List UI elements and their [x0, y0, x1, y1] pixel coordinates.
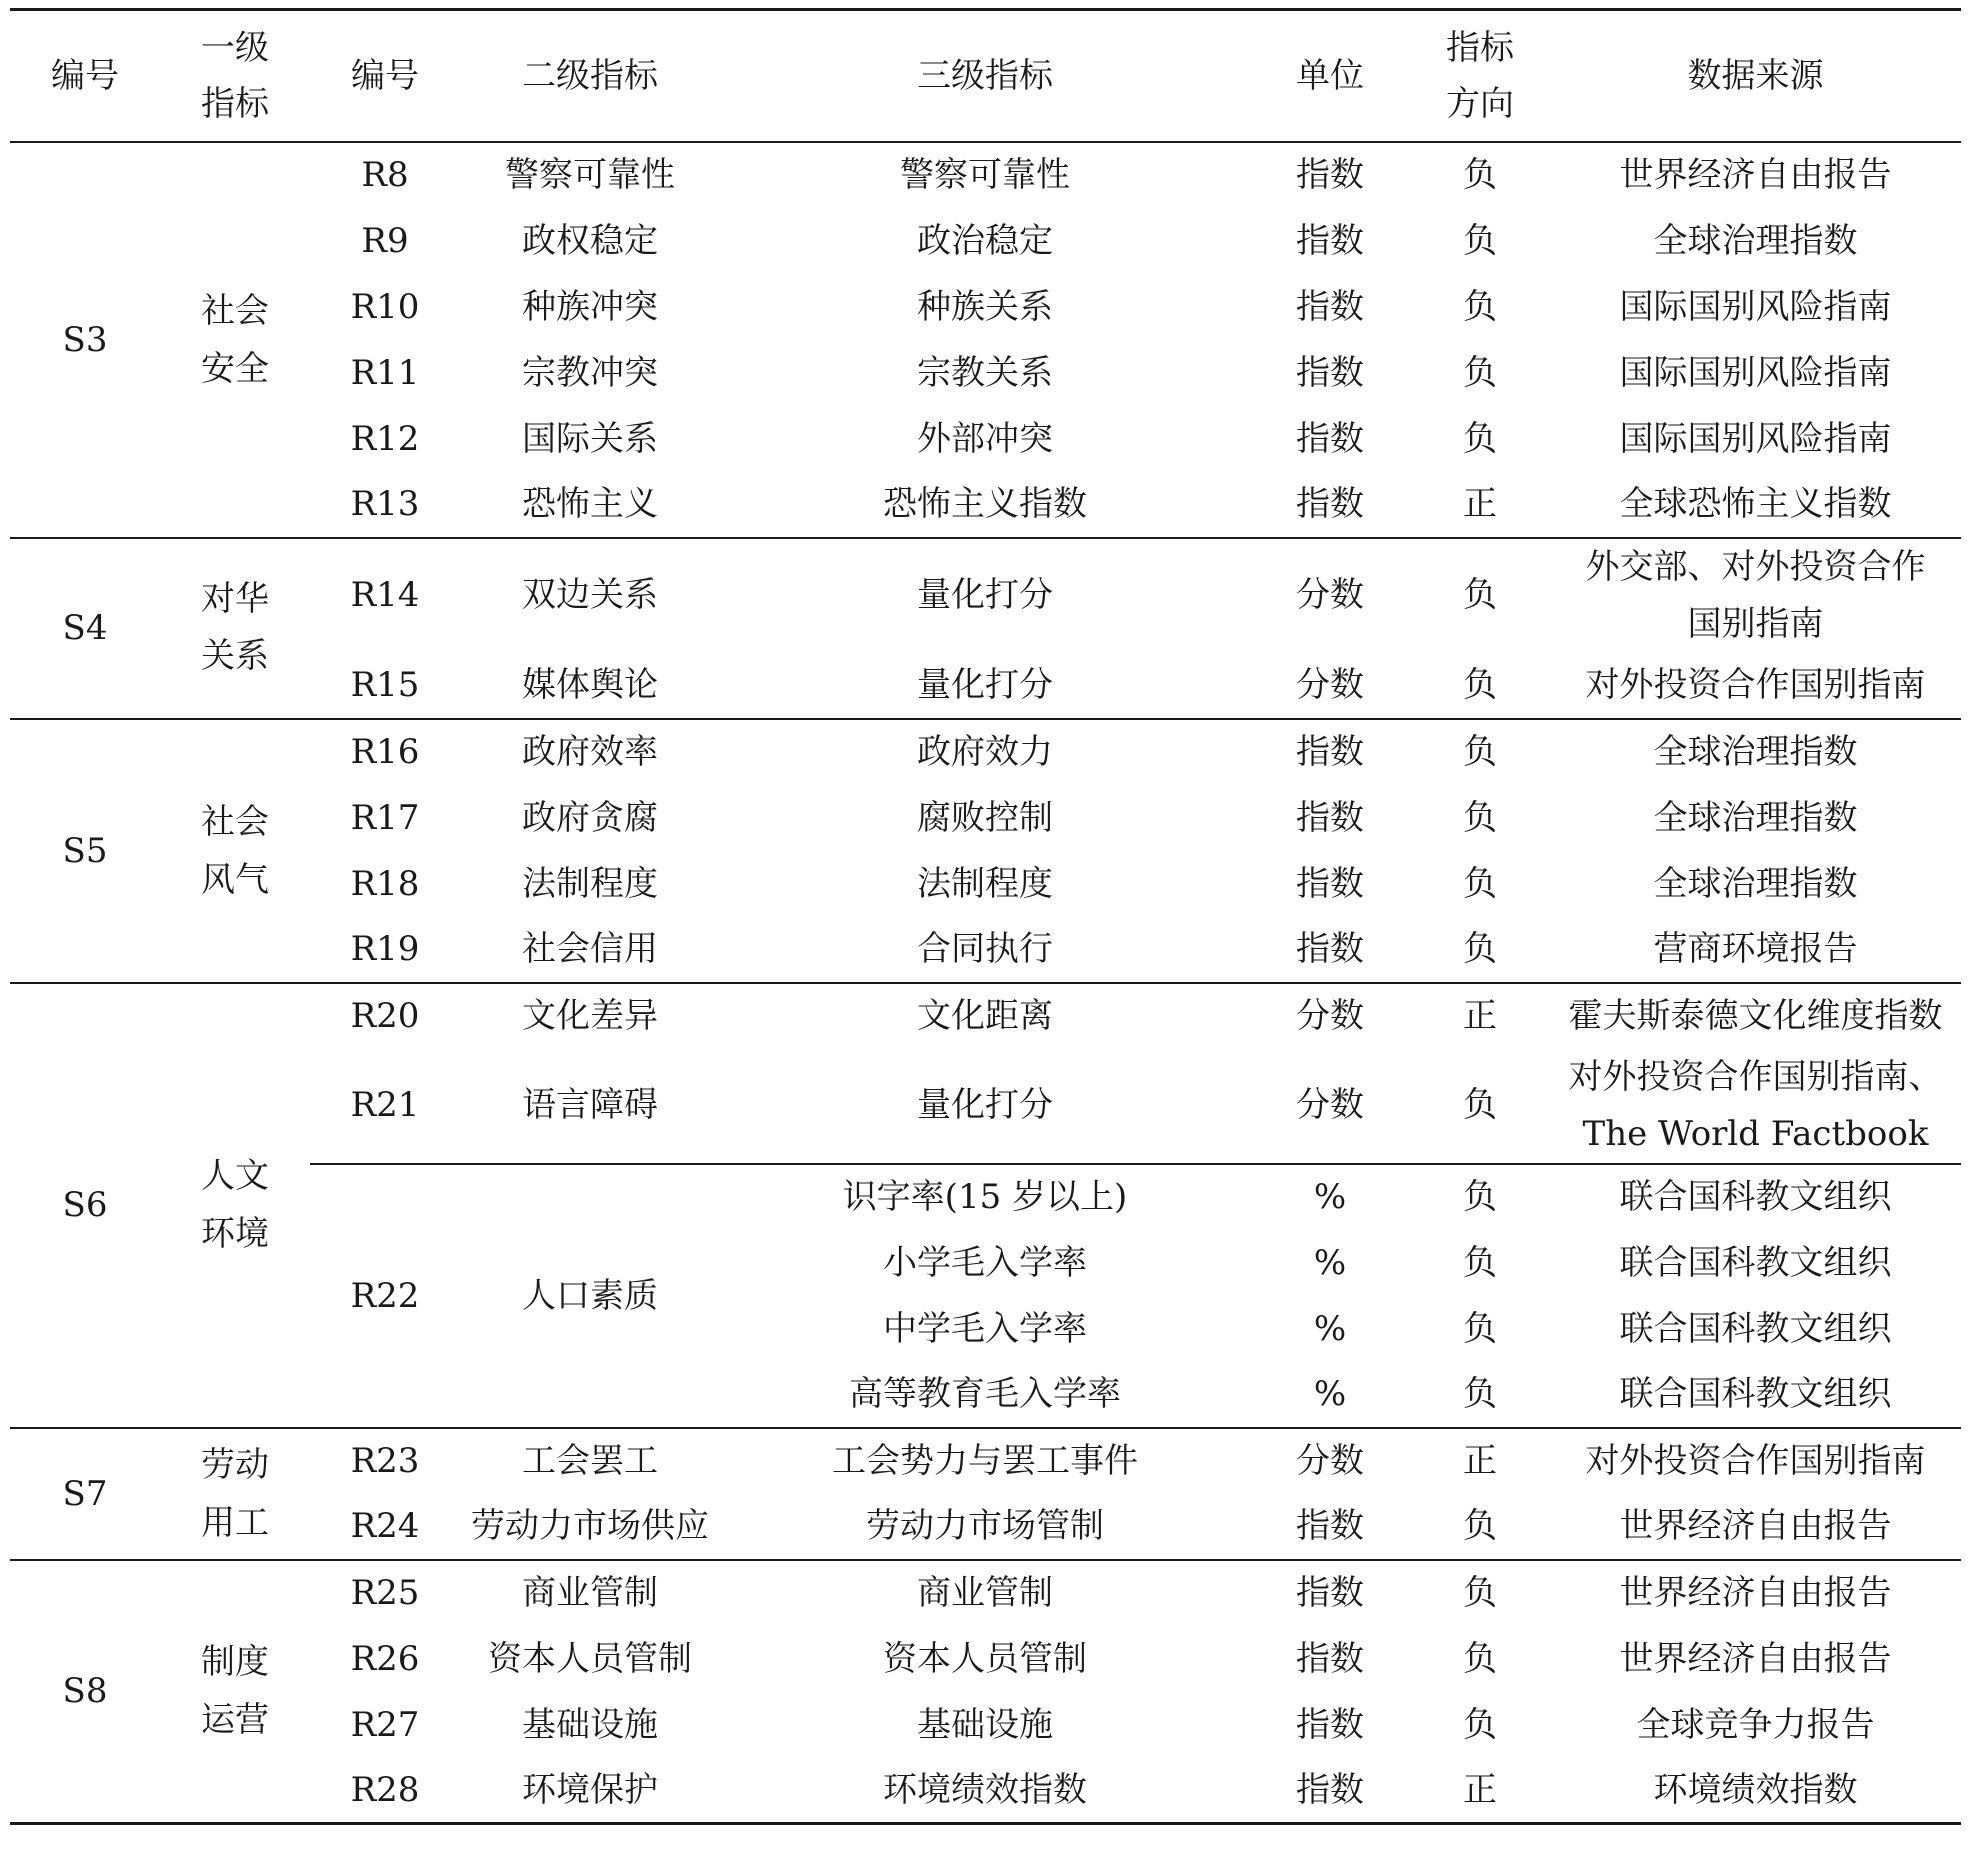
code-cell: R20: [350, 996, 420, 1036]
source-cell: [1550, 274, 1961, 340]
source-cell: 联合国科教文组织: [1619, 1242, 1892, 1283]
source-cell: [1550, 653, 1961, 719]
cell-text-line: 外交部、对外投资合作: [1585, 546, 1926, 587]
level2-cell: 宗教冲突: [522, 352, 658, 393]
unit-cell: 指数: [1296, 1638, 1364, 1679]
table-row: [10, 1428, 1961, 1494]
indicator-table-container: [10, 8, 1961, 1825]
cell-text-line: 用工: [201, 1502, 269, 1543]
direction-cell: 正: [1410, 472, 1550, 538]
cell-text-line: 国别指南: [1687, 603, 1824, 644]
level2-cell: 政权稳定: [522, 220, 658, 261]
code-cell: R19: [310, 917, 460, 983]
code-cell: R25: [350, 1573, 420, 1613]
unit-cell: 分数: [1250, 653, 1410, 719]
group-id-cell: S5: [10, 719, 160, 983]
source-cell: [1550, 208, 1961, 274]
cell-text-line: 制度: [201, 1642, 269, 1683]
cell-text-line: 关系: [201, 636, 269, 676]
code-cell: R27: [350, 1704, 420, 1745]
cell-text-line: 安全: [201, 348, 269, 389]
unit-cell: %: [1313, 1308, 1347, 1349]
level2-cell: 劳动力市场供应: [460, 1494, 720, 1560]
cell-text-line: 社会: [201, 290, 269, 331]
level3-cell: 种族关系: [917, 286, 1053, 327]
level3-cell: 量化打分: [720, 653, 1250, 719]
code-cell: R15: [310, 653, 460, 719]
source-cell: [1550, 472, 1961, 538]
group-name-cell: [160, 538, 310, 719]
level2-cell: 政府贪腐: [522, 797, 658, 838]
group-id-cell: S6: [10, 983, 160, 1428]
cell-text-line: 世界经济自由报告: [1619, 1638, 1892, 1679]
direction-cell: 负: [1463, 155, 1497, 195]
unit-cell: 分数: [1296, 575, 1364, 615]
level2-cell: 工会罢工: [522, 1441, 658, 1481]
code-cell: R9: [361, 220, 409, 261]
direction-cell: 正: [1463, 996, 1497, 1036]
cell-text-line: 数据来源: [1687, 55, 1824, 96]
level3-cell: 外部冲突: [917, 418, 1053, 459]
direction-cell: 负: [1463, 797, 1497, 838]
source-cell: [1550, 851, 1961, 917]
unit-cell: %: [1313, 1242, 1347, 1283]
cell-text-line: 指标: [201, 83, 269, 124]
cell-text-line: 对外投资合作国别指南: [1585, 665, 1926, 705]
header-row: [10, 10, 1961, 142]
level3-cell: 识字率(15 岁以上): [842, 1177, 1128, 1217]
source-cell: [1550, 1494, 1961, 1560]
table-body: [10, 142, 1961, 1824]
direction-cell: 负: [1463, 1242, 1497, 1283]
cell-text-line: 国际国别风险指南: [1619, 418, 1892, 459]
group-name-cell: [160, 1428, 310, 1560]
unit-cell: 指数: [1296, 220, 1364, 261]
unit-cell: %: [1250, 1362, 1410, 1428]
level3-cell: 量化打分: [720, 1049, 1250, 1164]
code-cell: R14: [350, 575, 420, 615]
cell-text-line: 方向: [1446, 83, 1514, 124]
unit-cell: 指数: [1296, 286, 1364, 327]
source-cell: [1550, 1049, 1961, 1164]
unit-cell: 指数: [1296, 732, 1364, 772]
cell-text-line: 一级: [201, 27, 269, 68]
code-cell: R21: [310, 1049, 460, 1164]
group-id-cell: S3: [10, 142, 160, 538]
level2-cell: 媒体舆论: [460, 653, 720, 719]
source-cell: [1550, 1560, 1961, 1626]
level3-cell: 恐怖主义指数: [720, 472, 1250, 538]
cell-text-line: 风气: [201, 859, 269, 900]
code-cell: R18: [350, 863, 420, 904]
cell-text-line: 对外投资合作国别指南、: [1568, 1056, 1943, 1097]
direction-cell: 负: [1410, 917, 1550, 983]
cell-text-line: 运营: [201, 1700, 269, 1741]
direction-cell: 负: [1463, 418, 1497, 459]
table-row: [10, 538, 1961, 653]
unit-cell: 指数: [1296, 352, 1364, 393]
cell-text-line: 世界经济自由报告: [1619, 1506, 1892, 1546]
level2-cell: 资本人员管制: [488, 1638, 692, 1679]
direction-cell: 正: [1410, 1758, 1550, 1824]
code-cell: R28: [310, 1758, 460, 1824]
cell-text-line: 三级指标: [917, 55, 1053, 96]
unit-cell: 分数: [1296, 1441, 1364, 1481]
direction-cell: 正: [1463, 1441, 1497, 1481]
level2-cell: 社会信用: [460, 917, 720, 983]
level2-cell: 人口素质: [460, 1164, 720, 1428]
level3-cell: 合同执行: [720, 917, 1250, 983]
header-source: [1550, 10, 1961, 142]
cell-text-line: 单位: [1296, 55, 1364, 96]
source-cell: [1550, 917, 1961, 983]
level3-cell: 量化打分: [917, 575, 1053, 615]
group-id-cell: S7: [10, 1428, 160, 1560]
level2-cell: 警察可靠性: [505, 155, 675, 195]
unit-cell: 指数: [1296, 155, 1364, 195]
direction-cell: 负: [1410, 653, 1550, 719]
source-cell: [1550, 1692, 1961, 1758]
level3-cell: 政府效力: [917, 732, 1053, 772]
header-code: [10, 10, 160, 142]
code-cell: R12: [350, 418, 420, 459]
level3-cell: 政治稳定: [917, 220, 1053, 261]
level3-cell: 腐败控制: [917, 797, 1053, 838]
direction-cell: 负: [1410, 1494, 1550, 1560]
direction-cell: 负: [1410, 1049, 1550, 1164]
level3-cell: 商业管制: [917, 1573, 1053, 1613]
code-cell: R13: [310, 472, 460, 538]
cell-text-line: 人文: [201, 1156, 269, 1196]
header-level2: [460, 10, 720, 142]
cell-text-line: 二级指标: [522, 55, 658, 96]
table-row: [10, 719, 1961, 785]
direction-cell: 负: [1463, 1638, 1497, 1679]
level2-cell: 政府效率: [522, 732, 658, 772]
level3-cell: 环境绩效指数: [720, 1758, 1250, 1824]
header-code2: [310, 10, 460, 142]
direction-cell: 负: [1463, 220, 1497, 261]
unit-cell: 指数: [1250, 1494, 1410, 1560]
cell-text-line: 霍夫斯泰德文化维度指数: [1568, 996, 1943, 1036]
direction-cell: 负: [1463, 1573, 1497, 1613]
cell-text-line: 国际国别风险指南: [1619, 352, 1892, 393]
group-id-cell: S8: [10, 1560, 160, 1824]
level3-cell: 资本人员管制: [883, 1638, 1087, 1679]
direction-cell: 负: [1463, 286, 1497, 327]
direction-cell: 负: [1463, 863, 1497, 904]
table-header: [10, 10, 1961, 142]
direction-cell: 负: [1463, 1308, 1497, 1349]
level2-cell: 国际关系: [522, 418, 658, 459]
level3-cell: 劳动力市场管制: [720, 1494, 1250, 1560]
source-cell: [1550, 1626, 1961, 1692]
code-cell: R23: [350, 1441, 420, 1481]
level3-cell: 警察可靠性: [900, 155, 1070, 195]
level2-cell: 种族冲突: [522, 286, 658, 327]
level2-cell: 商业管制: [522, 1573, 658, 1613]
level2-cell: 环境保护: [460, 1758, 720, 1824]
table-row: [10, 983, 1961, 1049]
cell-text-line: 全球恐怖主义指数: [1619, 484, 1892, 524]
source-cell: 联合国科教文组织: [1619, 1177, 1892, 1217]
code-cell: R11: [350, 352, 420, 393]
level3-cell: 法制程度: [917, 863, 1053, 904]
cell-text-line: 编号: [351, 55, 419, 96]
level2-cell: 双边关系: [522, 575, 658, 615]
cell-text-line: 世界经济自由报告: [1619, 1573, 1892, 1613]
code-cell: R22: [310, 1164, 460, 1428]
code-cell: R17: [350, 797, 420, 838]
cell-text-line: 全球治理指数: [1653, 797, 1858, 838]
code-cell: R10: [350, 286, 420, 327]
cell-text-line: 全球治理指数: [1653, 220, 1858, 261]
table-row: [10, 1560, 1961, 1626]
direction-cell: 负: [1463, 1704, 1497, 1745]
source-cell: [1550, 719, 1961, 785]
unit-cell: 指数: [1250, 472, 1410, 538]
cell-text-line: 环境绩效指数: [1653, 1769, 1858, 1810]
level3-cell: 基础设施: [917, 1704, 1053, 1745]
source-cell: [1550, 142, 1961, 208]
source-cell: [1550, 1758, 1961, 1824]
unit-cell: 分数: [1296, 996, 1364, 1036]
code-cell: R24: [310, 1494, 460, 1560]
cell-text-line: 全球治理指数: [1653, 863, 1858, 904]
source-cell: 联合国科教文组织: [1550, 1362, 1961, 1428]
direction-cell: 负: [1463, 352, 1497, 393]
level2-cell: 语言障碍: [460, 1049, 720, 1164]
cell-text-line: 指标: [1446, 27, 1514, 68]
direction-cell: 负: [1463, 1177, 1497, 1217]
level2-cell: 文化差异: [522, 996, 658, 1036]
source-cell: 联合国科教文组织: [1619, 1308, 1892, 1349]
unit-cell: 指数: [1250, 1758, 1410, 1824]
level3-cell: 文化距离: [917, 996, 1053, 1036]
unit-cell: 分数: [1250, 1049, 1410, 1164]
cell-text-line: 世界经济自由报告: [1619, 155, 1892, 195]
cell-text-line: 劳动: [201, 1444, 269, 1485]
header-unit: [1250, 10, 1410, 142]
header-direction: [1410, 10, 1550, 142]
level3-cell: 工会势力与罢工事件: [832, 1441, 1138, 1481]
cell-text-line: 社会: [201, 801, 269, 842]
source-cell: [1550, 983, 1961, 1049]
code-cell: R26: [350, 1638, 420, 1679]
unit-cell: 指数: [1296, 418, 1364, 459]
level2-cell: 基础设施: [522, 1704, 658, 1745]
unit-cell: 指数: [1296, 797, 1364, 838]
group-name-cell: [160, 1560, 310, 1824]
level3-cell: 小学毛入学率: [883, 1242, 1087, 1283]
code-cell: R16: [350, 732, 420, 772]
cell-text-line: 营商环境报告: [1653, 929, 1858, 969]
level3-cell: 中学毛入学率: [883, 1308, 1087, 1349]
cell-text-line: 对外投资合作国别指南: [1585, 1441, 1926, 1481]
level2-cell: 恐怖主义: [460, 472, 720, 538]
direction-cell: 负: [1463, 732, 1497, 772]
cell-text-line: 环境: [201, 1214, 269, 1254]
unit-cell: 指数: [1296, 1573, 1364, 1613]
cell-text-line: 国际国别风险指南: [1619, 286, 1892, 327]
source-cell: [1550, 785, 1961, 851]
table-row: [10, 142, 1961, 208]
cell-text-line: 全球竞争力报告: [1636, 1704, 1875, 1745]
level3-cell: 高等教育毛入学率: [720, 1362, 1250, 1428]
group-name-cell: [160, 142, 310, 538]
unit-cell: 指数: [1296, 1704, 1364, 1745]
source-cell: [1550, 406, 1961, 472]
source-cell: [1550, 1428, 1961, 1494]
header-level3: [720, 10, 1250, 142]
cell-text-line: 对华: [201, 579, 269, 619]
direction-cell: 负: [1463, 575, 1497, 615]
cell-text-line: 全球治理指数: [1653, 732, 1858, 772]
unit-cell: %: [1313, 1177, 1347, 1217]
level3-cell: 宗教关系: [917, 352, 1053, 393]
level2-cell: 法制程度: [522, 863, 658, 904]
group-id-cell: S4: [10, 538, 160, 719]
code-cell: R8: [361, 155, 409, 195]
unit-cell: 指数: [1296, 863, 1364, 904]
cell-text-line: The World Factbook: [1582, 1113, 1929, 1154]
source-cell: [1550, 340, 1961, 406]
direction-cell: 负: [1410, 1362, 1550, 1428]
indicator-table: [10, 8, 1961, 1825]
unit-cell: 指数: [1250, 917, 1410, 983]
group-name-cell: [160, 983, 310, 1428]
source-cell: [1550, 538, 1961, 653]
group-name-cell: [160, 719, 310, 983]
header-level1: [160, 10, 310, 142]
cell-text-line: 编号: [51, 55, 119, 96]
